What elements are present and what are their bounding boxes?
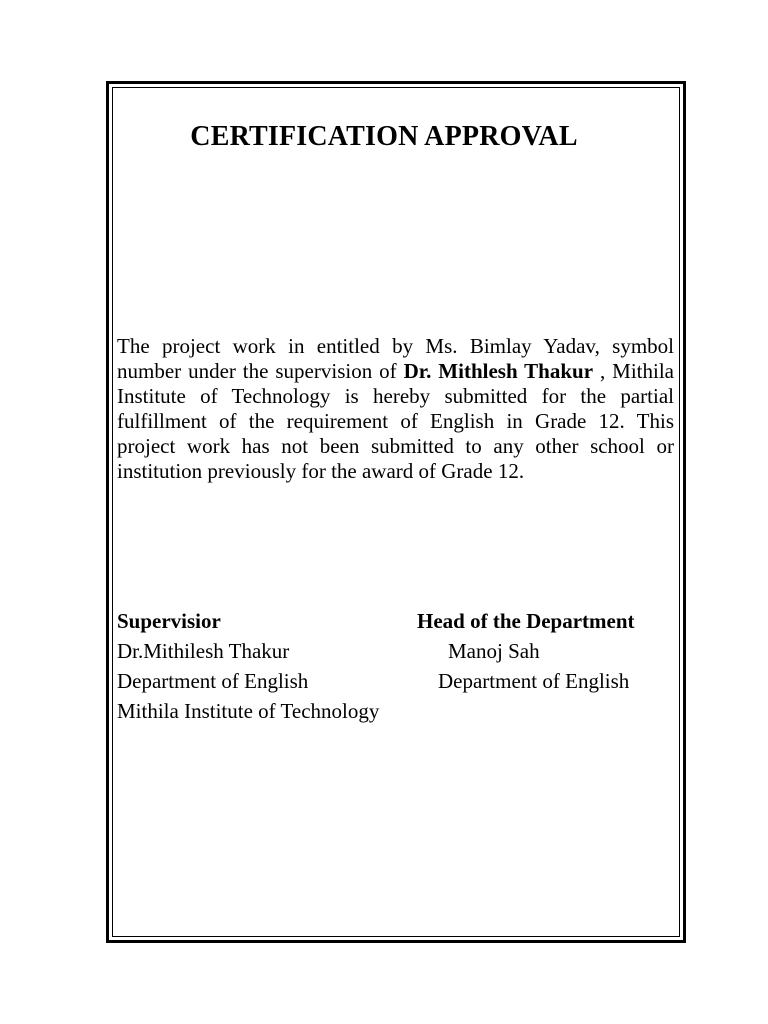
paragraph-text-end: , Mithila Institute of Technology is hereby submitted for the partial fulfillment of the requirement of English in Grade 12. This project work has not been submitted to any other school or institution previously for the award of Grade 12. — [117, 359, 674, 483]
hod-signature-block — [417, 606, 635, 696]
supervisor-heading: Supervisior — [117, 609, 221, 633]
supervisor-institute: Mithila Institute of Technology — [117, 699, 380, 723]
hod-name: Manoj Sah — [448, 639, 540, 663]
document-title: CERTIFICATION APPROVAL — [190, 121, 578, 152]
supervisor-name-bold: Dr. Mithlesh Thakur — [403, 359, 594, 383]
page-border-inner — [112, 87, 680, 937]
hod-heading: Head of the Department — [417, 609, 635, 633]
supervisor-department: Department of English — [117, 669, 309, 693]
supervisor-signature-block — [117, 606, 379, 726]
hod-department: Department of English — [438, 669, 630, 693]
certification-paragraph — [117, 334, 674, 484]
page-border — [106, 81, 686, 943]
paragraph-text-start: The project work in entitled by Ms. Bimlay Yadav, symbol number under the supervision of — [117, 334, 674, 383]
supervisor-name: Dr.Mithilesh Thakur — [117, 639, 290, 663]
